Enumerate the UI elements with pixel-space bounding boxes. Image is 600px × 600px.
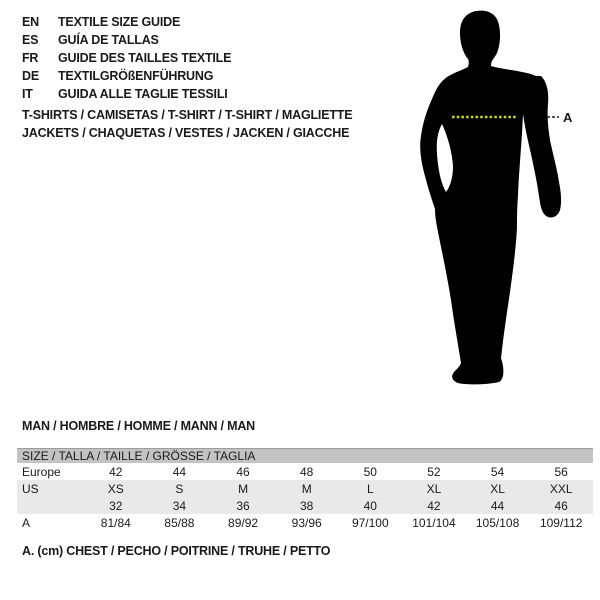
size-cell: 109/112 [539, 515, 583, 530]
man-silhouette [390, 0, 600, 420]
category-list [22, 106, 352, 142]
size-cell: 56 [554, 464, 568, 479]
size-cell: 46 [236, 464, 250, 479]
measure-footnote: A. (cm) CHEST / PECHO / POITRINE / TRUHE / PETTO [22, 544, 331, 558]
language-code: FR [22, 51, 39, 65]
size-table-header: SIZE / TALLA / TAILLE / GRÖSSE / TAGLIA [17, 448, 593, 463]
size-cell: 54 [490, 464, 505, 479]
size-cell: 48 [300, 464, 314, 479]
language-label: GUIDE DES TAILLES TEXTILE [58, 51, 232, 65]
size-row-label: Europe [22, 464, 61, 479]
category-jackets: JACKETS / CHAQUETAS / VESTES / JACKEN / GIACCHE [22, 126, 350, 140]
size-cell: 38 [300, 498, 314, 513]
size-cell: 81/84 [100, 515, 131, 530]
language-label: GUÍA DE TALLAS [58, 33, 159, 47]
size-table-row [17, 480, 593, 497]
size-table-row [17, 463, 593, 480]
size-cell: 50 [363, 464, 377, 479]
language-list [22, 13, 231, 103]
size-table-row [17, 514, 593, 531]
language-label: TEXTILGRÖßENFÜHRUNG [58, 69, 214, 83]
size-cell: 101/104 [412, 515, 456, 530]
language-row [22, 13, 231, 31]
size-cell: 36 [236, 498, 250, 513]
size-cell: 40 [363, 498, 377, 513]
language-code: EN [22, 15, 39, 29]
size-cell: XL [490, 481, 505, 496]
size-cell: S [175, 481, 184, 496]
size-cell: XS [107, 481, 124, 496]
size-cell: 93/96 [291, 515, 322, 530]
size-cell: M [238, 481, 249, 496]
size-cell: 42 [109, 464, 123, 479]
language-code: DE [22, 69, 39, 83]
category-tshirts: T-SHIRTS / CAMISETAS / T-SHIRT / T-SHIRT / MAGLIETTE [22, 108, 353, 122]
language-label: TEXTILE SIZE GUIDE [58, 15, 181, 29]
language-label: GUIDA ALLE TAGLIE TESSILI [58, 87, 228, 101]
size-cell: 105/108 [475, 515, 520, 530]
section-title: MAN / HOMBRE / HOMME / MANN / MAN [22, 419, 255, 433]
size-cell: XXL [549, 481, 573, 496]
size-cell: 32 [109, 498, 123, 513]
size-table-row [17, 497, 593, 514]
language-row [22, 85, 231, 103]
size-cell: 44 [172, 464, 187, 479]
size-cell: 89/92 [228, 515, 259, 530]
size-cell: XL [426, 481, 442, 496]
size-cell: 42 [427, 498, 441, 513]
size-table [17, 448, 593, 531]
size-cell: M [301, 481, 312, 496]
size-cell: 97/100 [351, 515, 389, 530]
language-row [22, 67, 231, 85]
language-row [22, 31, 231, 49]
size-cell: 46 [554, 498, 568, 513]
size-table-body [17, 463, 593, 531]
man-silhouette-body [420, 11, 561, 385]
size-cell: 52 [427, 464, 441, 479]
language-code: IT [22, 87, 33, 101]
size-row-label: A [22, 515, 31, 530]
language-row [22, 49, 231, 67]
size-cell: 34 [172, 498, 187, 513]
measure-label-a: A [563, 110, 573, 125]
size-cell: 85/88 [164, 515, 195, 530]
size-row-label: US [22, 481, 39, 496]
language-code: ES [22, 33, 39, 47]
size-cell: L [366, 481, 374, 496]
size-cell: 44 [490, 498, 505, 513]
